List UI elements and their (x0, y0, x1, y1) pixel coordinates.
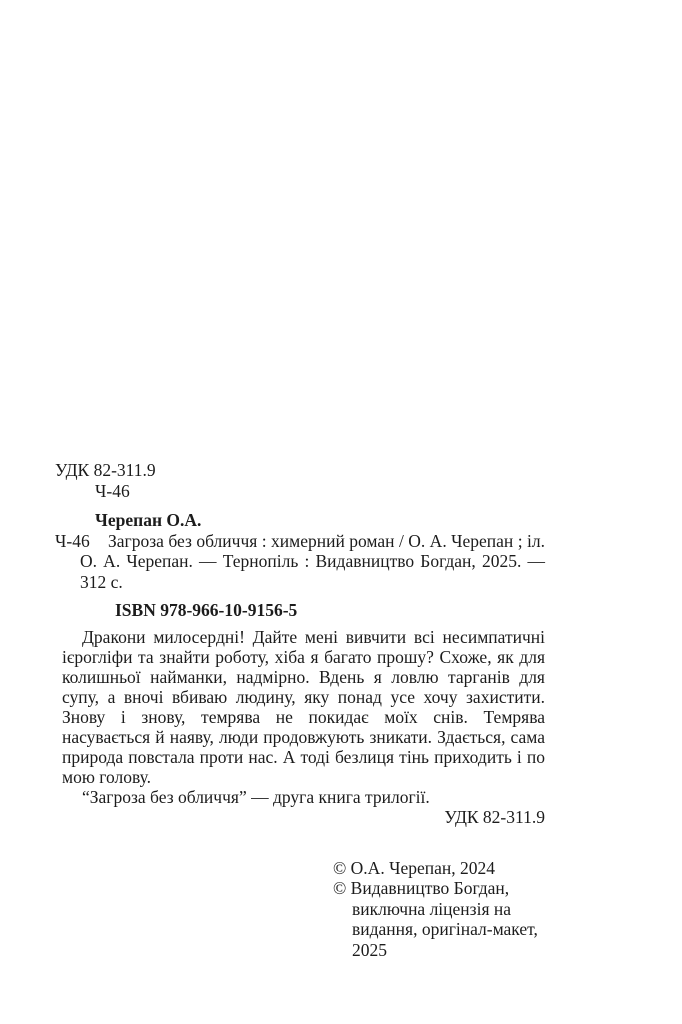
copyright-item-author (333, 858, 561, 879)
udc-code-top: УДК 82-311.9 (55, 460, 156, 480)
copyright-text: Видавництво Богдан, виключна ліцензія на видання, оригінал-макет, 2025 (350, 878, 538, 960)
copyright-text: О.А. Черепан, 2024 (350, 857, 495, 878)
copyright-symbol: © (333, 878, 347, 898)
annotation-paragraph: Дракони милосердні! Дайте мені вивчити всі несимпатичні ієрогліфи та знайти роботу, хіба я багато прошу? Схоже, як для колишньої найманки, надмірно. Вдень я ловлю тарганів для супу, а вночі вбиваю людину, яку понад усе хочу захистити. Знову і знову, темрява не покидає моїх снів. Темрява насувається й наяву, люди продовжують зникати. Здається, сама природа повстала проти нас. А тоді безлиця тінь приходить і по мою голову. (62, 626, 545, 787)
bibliographic-author-code: Ч-46 (55, 530, 90, 551)
udc-code-bottom: УДК 82-311.9 (444, 807, 545, 827)
copyright-symbol: © (333, 857, 347, 878)
copyright-item-publisher (333, 878, 561, 960)
catalog-author-name: Черепан О.А. (95, 510, 202, 530)
copyright-block (333, 858, 561, 961)
bibliographic-entry (55, 531, 545, 593)
isbn-number: ISBN 978-966-10-9156-5 (115, 600, 298, 620)
author-sigla-top: Ч-46 (95, 480, 130, 501)
imprint-content (55, 460, 545, 960)
bibliographic-description: Загроза без обличчя : химерний роман / О. А. Черепан ; іл. О. А. Черепан. — Тернопіль : Видавництво Богдан, 2025. — 312 с. (80, 530, 545, 592)
series-note: “Загроза без обличчя” — друга книга трилогії. (82, 786, 430, 807)
